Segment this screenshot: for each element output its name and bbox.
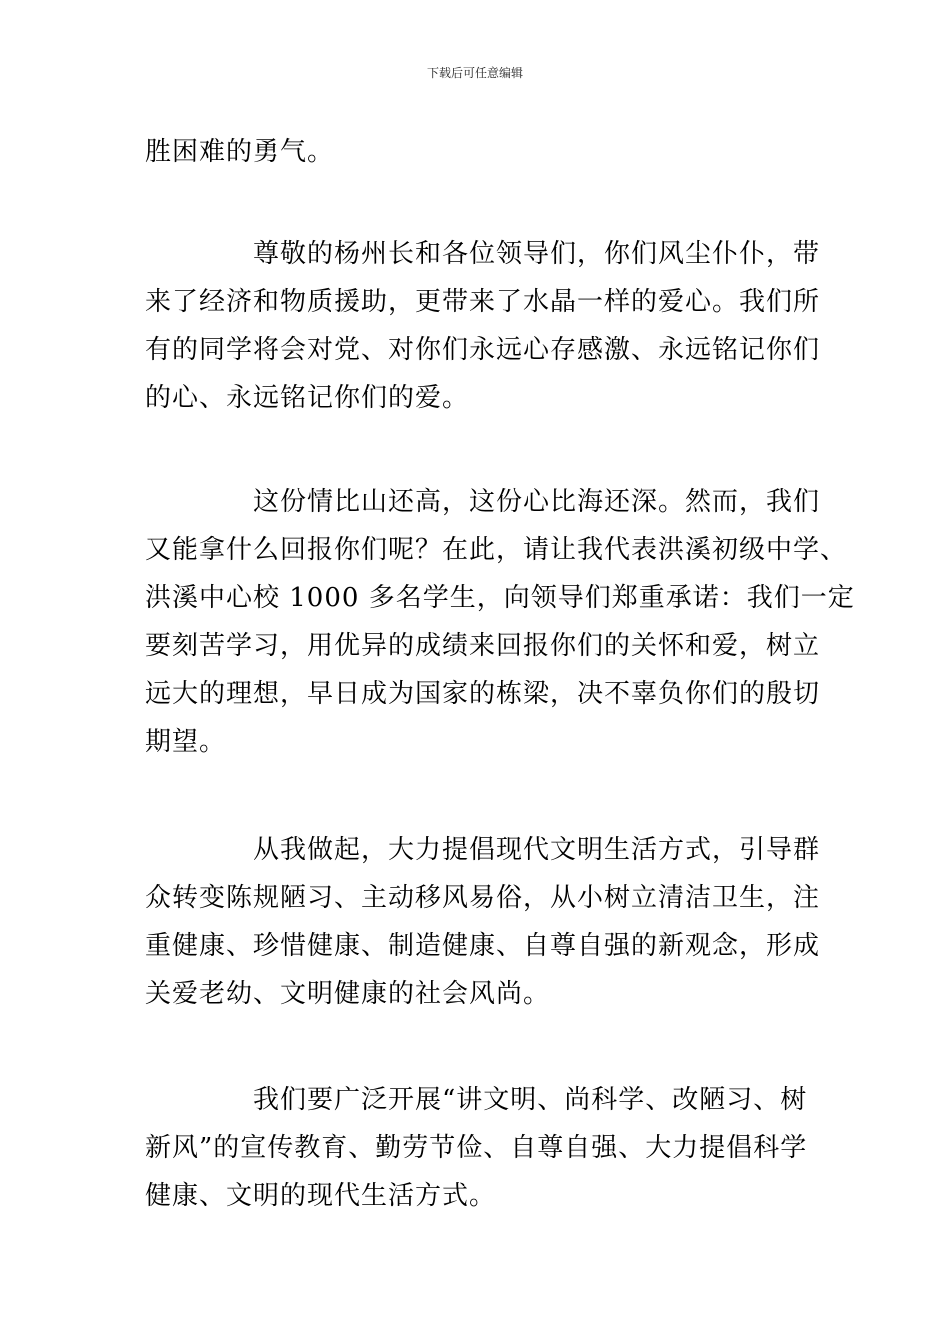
paragraph-line: 从我做起，大力提倡现代文明生活方式，引导群: [253, 835, 821, 865]
paragraph-line: 来了经济和物质援助，更带来了水晶一样的爱心。我们所: [145, 287, 821, 317]
paragraph-3: [145, 478, 855, 766]
page-header: 下载后可任意编辑: [426, 66, 523, 80]
paragraph-line: 的心、永远铭记你们的爱。: [145, 383, 470, 413]
paragraph-line: 有的同学将会对党、对你们永远心存感激、永远铭记你们: [145, 335, 821, 365]
paragraph-line: 新风”的宣传教育、勤劳节俭、自尊自强、大力提倡科学: [145, 1133, 808, 1163]
paragraph-line: 众转变陈规陋习、主动移风易俗，从小树立清洁卫生，注: [145, 883, 821, 913]
paragraph-line: 洪溪中心校 1000 多名学生，向领导们郑重承诺：我们一定: [145, 583, 855, 613]
paragraph-4: [145, 826, 821, 1018]
paragraph-line: 胜困难的勇气。: [145, 137, 335, 167]
paragraph-line: 关爱老幼、文明健康的社会风尚。: [145, 979, 551, 1009]
paragraph-line: 远大的理想，早日成为国家的栋梁，决不辜负你们的殷切: [145, 679, 821, 709]
paragraph-1: [145, 128, 813, 176]
paragraph-line: 又能拿什么回报你们呢？在此，请让我代表洪溪初级中学、: [145, 535, 848, 565]
paragraph-line: 要刻苦学习，用优异的成绩来回报你们的关怀和爱，树立: [145, 631, 821, 661]
paragraph-line: 我们要广泛开展“讲文明、尚科学、改陋习、树: [253, 1085, 808, 1115]
paragraph-line: 健康、文明的现代生活方式。: [145, 1181, 497, 1211]
paragraph-line: 重健康、珍惜健康、制造健康、自尊自强的新观念，形成: [145, 931, 821, 961]
paragraph-line: 期望。: [145, 727, 227, 757]
paragraph-2: [145, 230, 821, 422]
paragraph-5: [145, 1076, 813, 1220]
paragraph-line: 这份情比山还高，这份心比海还深。然而，我们: [253, 487, 821, 517]
paragraph-line: 尊敬的杨州长和各位领导们，你们风尘仆仆，带: [253, 239, 821, 269]
